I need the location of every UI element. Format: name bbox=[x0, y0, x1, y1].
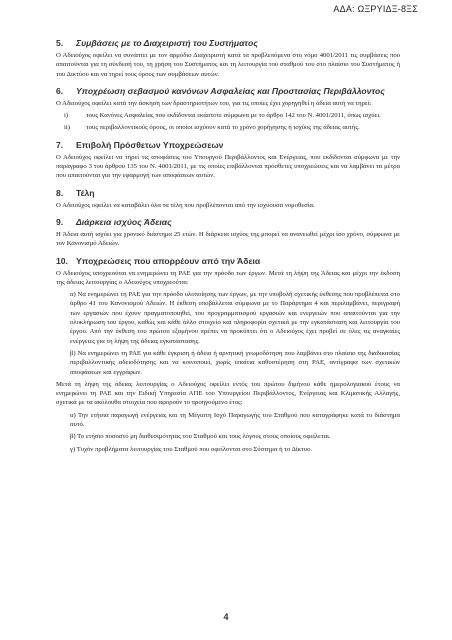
section-heading bbox=[56, 188, 400, 198]
paragraph: Ο Αδειούχος οφείλει να καταβάλει όλα τα τέλη που προβλέπονται από την ισχύουσα νομοθεσία. bbox=[56, 201, 315, 209]
list-item bbox=[64, 111, 400, 120]
sub-paragraph: α) Να ενημερώνει τη ΡΑΕ για την πρόοδο υλοποίησης των έργων, με την υποβολή σχετικής έκθεσης που προβλέπεται στο άρθρο 41 του Κανονισμού Αδειών. Η έκθεση υποβάλλεται σύμφωνα με το Παράρτημα 4 και περιλαμβάνει, περιγραφή των εργασιών που έχουν πραγματοποιηθεί, του προγραμματισμού εργασιών και ενεργειών που απαιτούνται για την ολοκλήρωση του έργου, καθώς και κάθε άλλο στοιχείο και πληροφορία σχετικά με την εγκατάσταση και λειτουργία του έργου. Από την έκθεση του πρώτου εξαμήνου πρέπει να προκύπτει ότι ο Αδειούχος έχει προβεί σε όλες τις αναγκαίες ενέργειες για τη λήψη της άδειας εγκατάστασης. bbox=[70, 291, 400, 345]
section-title: Επιβολή Πρόσθετων Υποχρεώσεων bbox=[76, 139, 224, 150]
section-title: Υποχρέωση σεβασμού κανόνων Ασφαλείας και Προστασίας Περιβάλλοντος bbox=[76, 85, 385, 96]
paragraph: Η Άδεια αυτή ισχύει για χρονικό διάστημα 25 ετών. Η διάρκεια ισχύος της μπορεί να ανανεωθεί μέχρι ίσο χρόνο, σύμφωνα με τον Κανονισμό Αδειών. bbox=[56, 230, 400, 248]
section-number: 8. bbox=[56, 187, 64, 198]
section-title: Τέλη bbox=[76, 187, 95, 198]
sub-paragraph: γ) Τυχόν προβλήματα λειτουργίας του Σταθμού που οφείλονται στο Σύστημα ή το Δίκτυο. bbox=[70, 445, 313, 453]
list-item bbox=[64, 123, 400, 132]
section-title: Συμβάσεις με το Διαχειριστή του Συστήματος bbox=[76, 38, 258, 48]
section-heading bbox=[56, 256, 400, 266]
section-6 bbox=[56, 86, 400, 133]
section-9 bbox=[56, 217, 400, 249]
section-title: Διάρκεια ισχύος Άδειας bbox=[76, 216, 172, 227]
list-marker: ii) bbox=[64, 124, 70, 132]
document-body bbox=[56, 38, 400, 461]
sub-paragraph: α) Την ετήσια παραγωγή ενέργειας και τη Μέγιστη Ισχύ Παραγωγής του Σταθμού που καταγράφηκε κατά το διάστημα αυτό. bbox=[70, 411, 400, 429]
sub-paragraph: β) Να ενημερώνει τη ΡΑΕ για κάθε έγκριση ή άδεια ή αρνητική γνωμοδότηση που λαμβάνει στο πλαίσιο της διαδικασίας περιβαλλοντικής αδειοδότησης και να κοινοποιεί, χωρίς υπαίτια καθυστέρηση στη ΡΑΕ, αντίγραφα των σχετικών αποφάσεων και εγγράφων. bbox=[70, 349, 400, 376]
page-number: 4 bbox=[223, 612, 229, 622]
list-text: τους Κανόνες Ασφαλείας που εκδίδονται εκάστοτε σύμφωνα με το άρθρο 142 του Ν. 4001/2011, όπως ισχύει. bbox=[86, 112, 381, 120]
section-number: 6. bbox=[56, 85, 64, 96]
paragraph: Ο Αδειούχος οφείλει κατά την άσκηση των δραστηριοτήτων του, για τις οποίες έχει χορηγηθεί η άδεια αυτή να τηρεί: bbox=[56, 99, 372, 107]
section-heading bbox=[56, 140, 400, 150]
section-heading bbox=[56, 86, 400, 96]
section-5 bbox=[56, 38, 400, 79]
paragraph: Ο Αδειούχος υποχρεούται να ενημερώνει τη ΡΑΕ για την πρόοδο των έργων. Μετά τη λήψη της Άδειας και μέχρι την έκδοση της άδειας λειτουργίας ο Αδειούχος υποχρεούται: bbox=[56, 269, 400, 286]
section-number: 7. bbox=[56, 139, 64, 150]
section-number: 5. bbox=[56, 38, 64, 48]
list-text: τους περιβαλλοντικούς όρους, οι οποίοι ισχύουν κατά το χρόνο χορήγησης ή ισχύος της άδειας αυτής. bbox=[86, 124, 360, 132]
section-10 bbox=[56, 256, 400, 454]
section-8 bbox=[56, 188, 400, 210]
section-number: 10. bbox=[56, 255, 68, 266]
ada-code: ΑΔΑ: ΩΞΡΥΙΔΞ-8ΞΣ bbox=[333, 4, 418, 14]
section-title: Υποχρεώσεις που απορρέουν από την Άδεια bbox=[76, 255, 261, 266]
section-heading bbox=[56, 38, 400, 48]
paragraph: Μετά τη λήψη της άδειας λειτουργίας ο Αδειούχος οφείλει εντός του πρώτου διμήνου κάθε ημερολογιακού έτους να ενημερώνει τη ΡΑΕ και την Ειδική Υπηρεσία ΑΠΕ του Υπουργείου Περιβάλλοντος, Ενέργειας και Κλιματικής Αλλαγής, σχετικά με τα ακόλουθα στοιχεία που αφορούν το προηγούμενο έτος: bbox=[56, 380, 400, 407]
sub-paragraph: β) Το ετήσιο ποσοστό μη διαθεσιμότητας του Σταθμού και τους λόγους στους οποίους οφείλεται. bbox=[70, 433, 331, 441]
section-number: 9. bbox=[56, 216, 64, 227]
paragraph: Ο Αδειούχος οφείλει να τηρεί τις αποφάσεις του Υπουργού Περιβάλλοντος και Ενέργειας, που εκδίδονται σύμφωνα με την παράγραφο 3 του άρθρου 135 του Ν. 4001/2011, με τις οποίες επιβάλλονται πρόσθετες υποχρεώσεις και να λαμβάνει τα μέτρα που απαιτούνται για την εφαρμογή των αποφάσεων αυτών. bbox=[56, 153, 400, 180]
list-marker: i) bbox=[64, 112, 69, 120]
section-7 bbox=[56, 140, 400, 181]
paragraph: Ο Αδειούχος οφείλει να συνάπτει με τον αρμόδιο Διαχειριστή κατά τα προβλεπόμενα στο νόμο 4001/2011 τις συμβάσεις που απαιτούνται για τη σύνδεσή του, τη χρήση του Συστήματος και τη λειτουργία του σταθμού του στο πλαίσιο του Συστήματος ή του Δικτύου και να τηρεί τους όρους των συμβάσεων αυτών. bbox=[56, 52, 400, 78]
section-heading bbox=[56, 217, 400, 227]
